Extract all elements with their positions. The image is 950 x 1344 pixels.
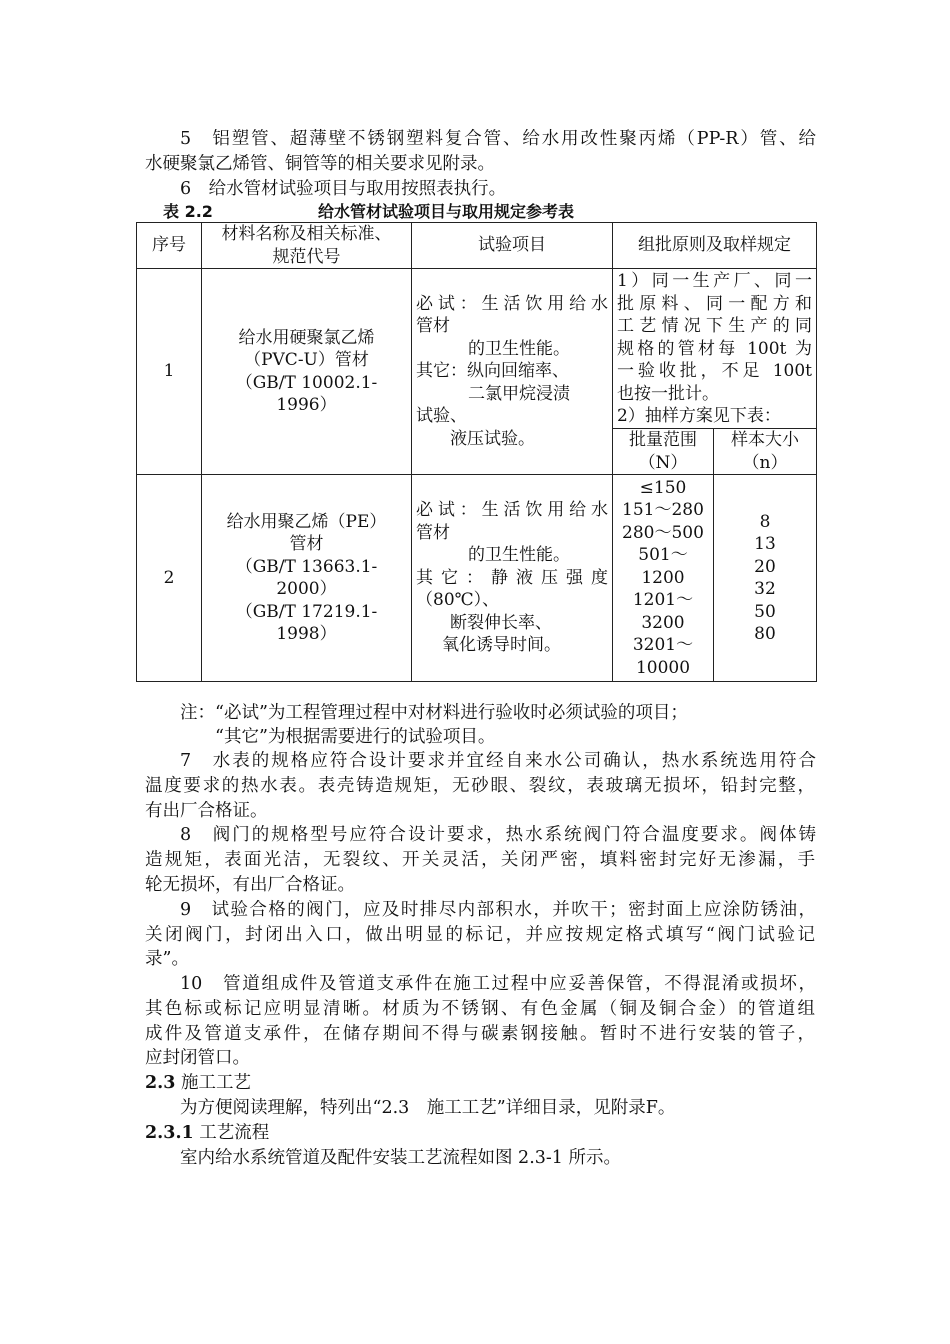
- paragraph-7-line-1: 7 水表的规格应符合设计要求并宜经自来水公司确认，热水系统选用符合: [180, 751, 816, 771]
- paragraph-6: 6 给水管材试验项目与取用按照表执行。: [180, 179, 507, 199]
- header-seq: 序号: [137, 223, 202, 269]
- row-2-material-line: 2000）: [276, 579, 337, 599]
- paragraph-8-line-3: 轮无损坏，有出厂合格证。: [145, 875, 355, 895]
- size-value: 20: [754, 556, 776, 577]
- row-2-test-line: 其它：静液压强度: [416, 567, 608, 588]
- section-title: 工艺流程: [199, 1123, 270, 1143]
- row-1-test-line: 试验、: [416, 406, 467, 427]
- row-1-test-line: 液压试验。: [450, 428, 535, 449]
- paragraph-8-line-2: 造规矩，表面光洁，无裂纹、开关灵活，关闭严密，填料密封完好无渗漏，手: [145, 850, 815, 870]
- table-caption-number: 表 2.2: [163, 202, 213, 221]
- paragraph-10-line-1: 10 管道组成件及管道支承件在施工过程中应妥善保管，不得混淆或损坏，: [180, 974, 816, 994]
- note-line-1: 注：“必试”为工程管理过程中对材料进行验收时必须试验的项目；: [180, 703, 688, 723]
- paragraph-8-line-1: 8 阀门的规格型号应符合设计要求，热水系统阀门符合温度要求。阀体铸: [180, 825, 816, 845]
- table-caption-title: 给水管材试验项目与取用规定参考表: [318, 202, 575, 221]
- batch-rule-line: 1）同一生产厂、同一: [617, 271, 812, 291]
- row-2-seq: 2: [137, 475, 202, 682]
- batch-rule-line: 工艺情况下生产的同: [617, 316, 812, 336]
- section-heading-2-3-1: [145, 1121, 269, 1145]
- row-1-test-line: 管材: [416, 316, 450, 337]
- row-1-test-line: 的卫生性能。: [468, 338, 570, 359]
- paragraph-9-line-2: 关闭阀门，封闭出入口，做出明显的标记，并应按规定格式填写“阀门试验记: [145, 925, 815, 945]
- row-1-tests: [412, 269, 613, 475]
- range-value: 501～: [638, 545, 688, 566]
- row-1-material-line: （PVC-U）管材: [244, 350, 369, 370]
- range-value: 10000: [635, 657, 691, 678]
- paragraph-10-line-3: 成件及管道支承件，在储存期间不得与碳素钢接触。暂时不进行安装的管子，: [145, 1024, 815, 1044]
- section-title: 施工工艺: [181, 1073, 252, 1093]
- row-1-batch-rule: [613, 269, 817, 429]
- row-2-test-line: 必试：生活饮用给水: [416, 500, 608, 521]
- paragraph-7-line-2: 温度要求的热水表。表壳铸造规矩，无砂眼、裂纹，表玻璃无损坏，铅封完整，: [145, 776, 815, 796]
- row-1-material: [202, 269, 412, 475]
- paragraph-10-line-4: 应封闭管口。: [145, 1048, 250, 1068]
- section-heading-2-3: [145, 1071, 251, 1095]
- row-2-test-line: 氧化诱导时间。: [442, 635, 561, 656]
- row-2-ranges: [613, 475, 714, 682]
- size-value: 8: [759, 511, 771, 532]
- paragraph-9-line-3: 录”。: [145, 949, 189, 969]
- batch-rule-line: 规格的管材每 100t 为: [617, 338, 812, 359]
- paragraph-5-line-2: 水硬聚氯乙烯管、铜管等的相关要求见附录。: [145, 154, 495, 174]
- batch-rule-line: 批原料、同一配方和: [617, 293, 812, 314]
- sub-header-size-line: （n）: [742, 452, 788, 473]
- note-line-2: “其它”为根据需要进行的试验项目。: [215, 727, 496, 747]
- header-batching: 组批原则及取样规定: [613, 223, 817, 269]
- section-number: 2.3.1: [145, 1123, 194, 1143]
- header-test-items: 试验项目: [412, 223, 613, 269]
- paragraph-9-line-1: 9 试验合格的阀门，应及时排尽内部积水，并吹干；密封面上应涂防锈油，: [180, 900, 816, 920]
- row-2-test-line: 管材: [416, 522, 450, 543]
- row-1-material-line: 1996）: [276, 395, 337, 415]
- range-value: 280～500: [622, 522, 704, 543]
- range-value: ≤150: [639, 477, 687, 498]
- table-header-row: [137, 223, 817, 269]
- row-2-material: [202, 475, 412, 682]
- header-material-line-1: 材料名称及相关标准、: [221, 224, 392, 244]
- section-2-3-1-body: 室内给水系统管道及配件安装工艺流程如图 2.3-1 所示。: [180, 1148, 622, 1168]
- header-material: [202, 223, 412, 269]
- size-value: 80: [754, 624, 776, 644]
- row-2-tests: [412, 475, 613, 682]
- batch-rule-line: 一验收批，不足 100t: [617, 361, 812, 381]
- range-value: 1201～: [632, 590, 694, 611]
- batch-rule-line: 也按一批计。: [617, 383, 719, 404]
- paragraph-7-line-3: 有出厂合格证。: [145, 801, 268, 821]
- sub-header-range-line: 批量范围: [629, 430, 697, 450]
- row-2-test-line: 断裂伸长率、: [450, 612, 552, 633]
- row-2-sizes: [714, 475, 817, 682]
- row-2-material-line: 给水用聚乙烯（PE）: [226, 511, 387, 532]
- table-row-1: [137, 269, 817, 429]
- size-value: 13: [754, 534, 776, 554]
- row-1-test-line: 必试：生活饮用给水: [416, 293, 608, 314]
- row-2-material-line: 管材: [289, 534, 324, 554]
- batch-rule-line: 2）抽样方案见下表：: [617, 406, 781, 426]
- row-1-material-line: 给水用硬聚氯乙烯: [238, 327, 375, 348]
- section-number: 2.3: [145, 1073, 176, 1093]
- sub-header-range-line: （N）: [638, 452, 688, 473]
- range-value: 151～280: [622, 500, 704, 521]
- row-1-seq: 1: [137, 269, 202, 475]
- sub-header-size-line: 样本大小: [731, 430, 799, 450]
- pipe-test-table: [136, 222, 817, 682]
- row-1-test-line: 其它：纵向回缩率、: [416, 361, 569, 382]
- range-value: 3201～: [632, 635, 694, 656]
- row-1-test-line: 二氯甲烷浸渍: [468, 383, 570, 404]
- header-material-line-2: 规范代号: [272, 246, 341, 267]
- paragraph-5-line-1: 5 铝塑管、超薄壁不锈钢塑料复合管、给水用改性聚丙烯（PP-R）管、给: [180, 129, 816, 149]
- sub-header-size: [714, 429, 817, 475]
- paragraph-10-line-2: 其色标或标记应明显清晰。材质为不锈钢、有色金属（铜及铜合金）的管道组: [145, 999, 815, 1019]
- range-value: 1200: [641, 567, 685, 588]
- table-row-2: [137, 475, 817, 682]
- range-value: 3200: [641, 612, 685, 633]
- row-2-material-line: （GB/T 17219.1-: [235, 601, 378, 622]
- row-2-material-line: 1998）: [276, 624, 337, 644]
- size-value: 32: [754, 579, 776, 599]
- row-2-material-line: （GB/T 13663.1-: [235, 556, 378, 577]
- size-value: 50: [754, 601, 776, 622]
- row-2-test-line: （80℃）、: [416, 590, 500, 611]
- sub-header-range: [613, 429, 714, 475]
- section-2-3-body: 为方便阅读理解，特列出“2.3 施工工艺”详细目录，见附录F。: [180, 1098, 676, 1118]
- row-2-test-line: 的卫生性能。: [468, 545, 570, 566]
- row-1-material-line: （GB/T 10002.1-: [235, 372, 378, 393]
